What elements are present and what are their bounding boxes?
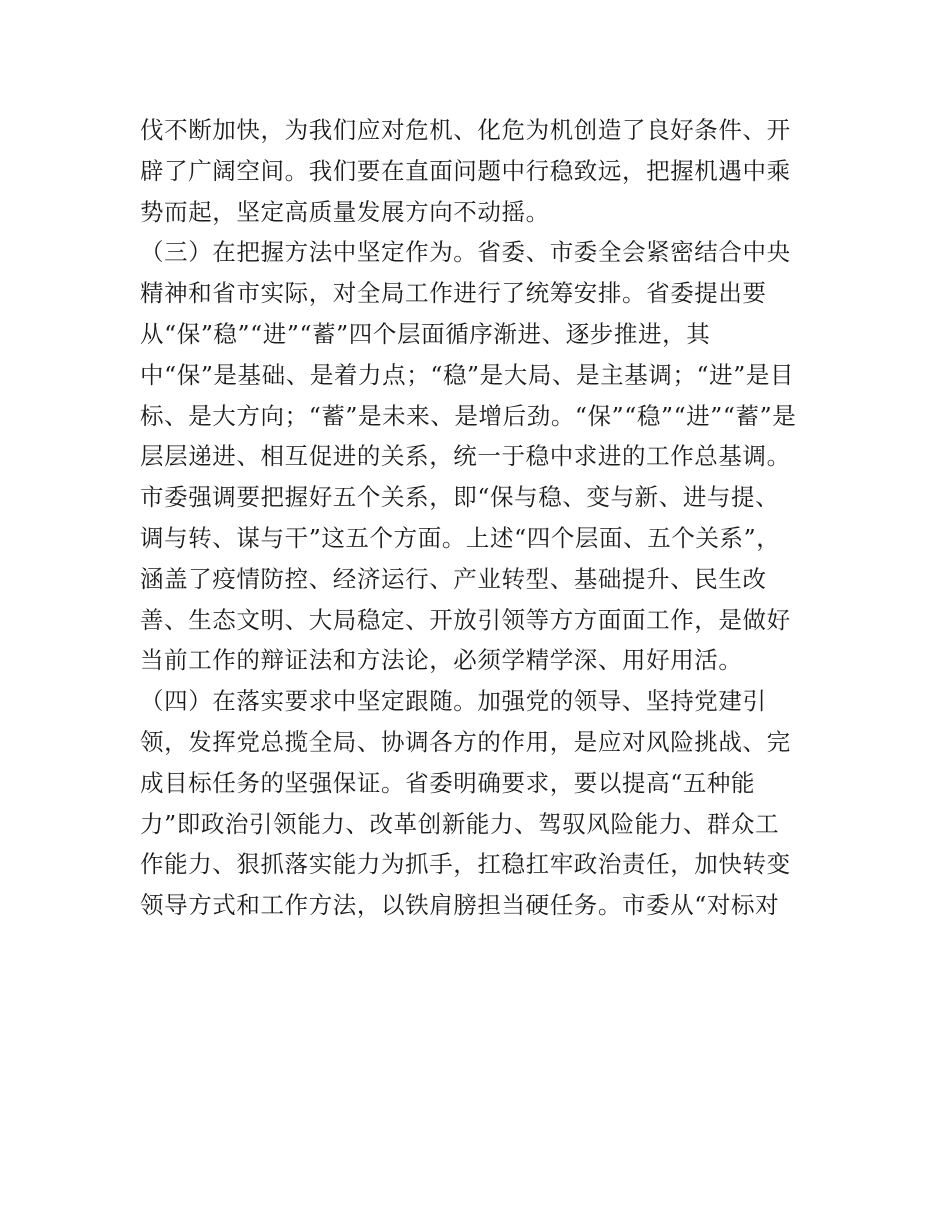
text-line: 调与转、谋与干”这五个方面。上述“四个层面、五个关系”， — [140, 523, 781, 552]
text-line: 辟了广阔空间。我们要在直面问题中行稳致远，把握机遇中乘 — [140, 156, 791, 185]
text-line: 标、是大方向；“蓄”是未来、是增后劲。“保”“稳”“进”“蓄”是 — [140, 401, 797, 430]
text-line: 涵盖了疫情防控、经济运行、产业转型、基础提升、民生改 — [140, 564, 767, 593]
text-line: 伐不断加快，为我们应对危机、化危为机创造了良好条件、开 — [140, 116, 791, 144]
text-line: 领导方式和工作方法，以铁肩膀担当硬任务。市委从“对标对 — [140, 891, 780, 920]
text-line: 力”即政治引领能力、改革创新能力、驾驭风险能力、群众工 — [140, 809, 780, 838]
text-line: 市委强调要把握好五个关系，即“保与稳、变与新、进与提、 — [140, 483, 780, 512]
text-line: 作能力、狠抓落实能力为抓手，扛稳扛牢政治责任，加快转变 — [140, 850, 791, 879]
text-line: 中“保”是基础、是着力点；“稳”是大局、是主基调；“进”是目 — [140, 360, 795, 389]
text-line: 领，发挥党总揽全局、协调各方的作用，是应对风险挑战、完 — [140, 727, 791, 756]
text-line: 势而起，坚定高质量发展方向不动摇。 — [140, 197, 550, 226]
section-heading-4: （四）在落实要求中坚定跟随。加强党的领导、坚持党建引 — [140, 687, 767, 716]
text-line: 成目标任务的坚强保证。省委明确要求，要以提高“五种能 — [140, 768, 756, 797]
text-line: 层层递进、相互促进的关系，统一于稳中求进的工作总基调。 — [140, 442, 791, 471]
text-line: 从“保”稳”“进”“蓄”四个层面循序渐进、逐步推进，其 — [140, 319, 711, 348]
text-line: 善、生态文明、大局稳定、开放引领等方方面面工作，是做好 — [140, 605, 791, 634]
body-text — [140, 110, 820, 926]
text-line: 精神和省市实际，对全局工作进行了统筹安排。省委提出要 — [140, 279, 767, 308]
text-line: 当前工作的辩证法和方法论，必须学精学深、用好用活。 — [140, 646, 743, 675]
section-heading-3: （三）在把握方法中坚定作为。省委、市委全会紧密结合中央 — [140, 238, 791, 267]
